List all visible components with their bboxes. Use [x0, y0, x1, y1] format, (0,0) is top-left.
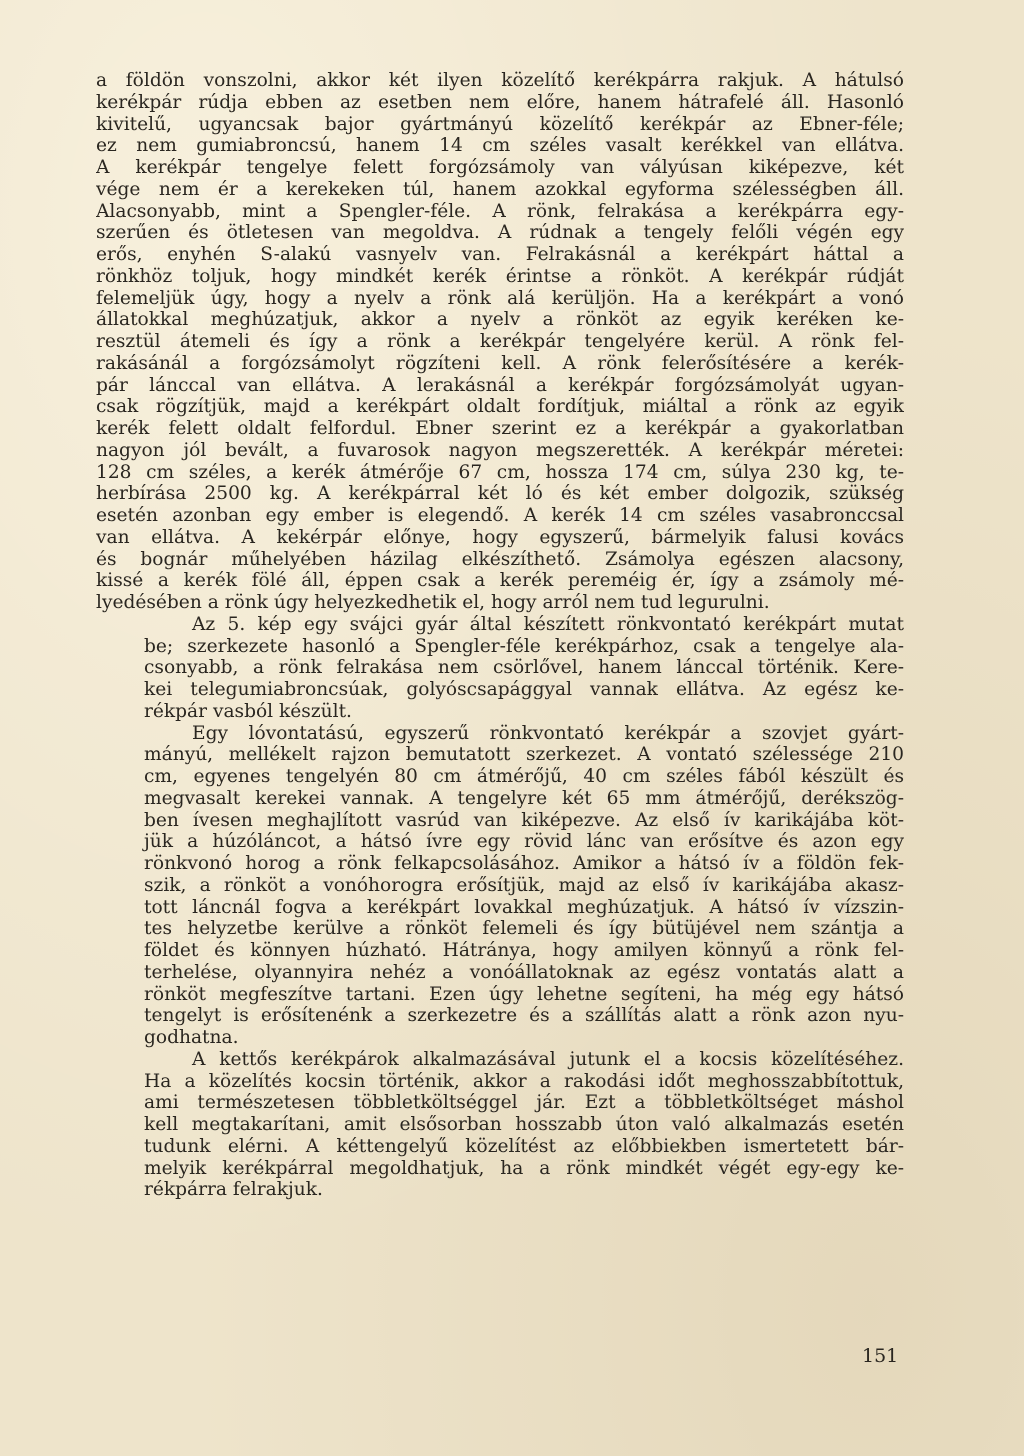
page-number: 151 — [862, 1345, 899, 1367]
paragraph — [96, 723, 904, 1049]
text-line: tudunk elérni. A kéttengelyű közelítést az előbbiekben ismertetett bár- — [144, 1135, 904, 1157]
text-line: esetén azonban egy ember is elegendő. A kerék 14 cm széles vasabronccsal — [96, 505, 904, 526]
text-line: kell megtakarítani, amit elsősorban hosszabb úton való alkalmazás esetén — [144, 1114, 904, 1135]
body-text — [96, 70, 904, 1201]
text-line: felemeljük úgy, hogy a nyelv a rönk alá kerüljön. Ha a kerékpárt a vonó — [96, 287, 904, 309]
text-line: be; szerkezete hasonló a Spengler-féle kerékpárhoz, csak a tengelye ala- — [144, 635, 904, 657]
text-line: kerék felett oldalt felfordul. Ebner szerint ez a kerékpár a gyakorlatban — [96, 418, 904, 439]
text-line: csak rögzítjük, majd a kerékpárt oldalt fordítjuk, miáltal a rönk az egyik — [96, 396, 904, 418]
text-line: nagyon jól bevált, a fuvarosok nagyon megszerették. A kerékpár méretei: — [96, 439, 904, 461]
text-line: pár lánccal van ellátva. A lerakásnál a kerékpár forgózsámolyát ugyan- — [96, 374, 904, 396]
text-line: jük a húzóláncot, a hátsó ívre egy rövid lánc van erősítve és azon egy — [144, 831, 904, 853]
text-line: godhatna. — [144, 1027, 239, 1048]
text-line: terhelése, olyannyira nehéz a vonóállatoknak az egész vontatás alatt a — [144, 961, 904, 983]
text-line: ami természetesen többletköltséggel jár. Ezt a többletköltséget máshol — [144, 1092, 904, 1114]
text-line: van ellátva. A kekérpár előnye, hogy egyszerű, bármelyik falusi kovács — [96, 526, 904, 548]
text-line: csonyabb, a rönk felrakása nem csörlővel, hanem lánccal történik. Kere- — [144, 657, 904, 679]
text-line: A kettős kerékpárok alkalmazásával jutunk el a kocsis közelítéséhez. — [192, 1048, 904, 1070]
text-line: herbírása 2500 kg. A kerékpárral két ló és két ember dolgozik, szükség — [96, 483, 904, 505]
text-line: melyik kerékpárral megoldhatjuk, ha a rönk mindkét végét egy-egy ke- — [144, 1157, 904, 1179]
text-line: resztül átemeli és így a rönk a kerékpár tengelyére kerül. A rönk fel- — [96, 331, 904, 352]
text-line: Alacsonyabb, mint a Spengler-féle. A rönk, felrakása a kerékpárra egy- — [96, 200, 904, 222]
text-line: mányú, mellékelt rajzon bemutatott szerkezet. A vontató szélessége 210 — [144, 744, 904, 766]
text-line: kerékpár rúdja ebben az esetben nem előre, hanem hátrafelé áll. Hasonló — [96, 91, 904, 113]
text-line: 128 cm széles, a kerék átmérője 67 cm, hossza 174 cm, súlya 230 kg, te- — [96, 461, 904, 483]
text-line: a földön vonszolni, akkor két ilyen közelítő kerékpárra rakjuk. A hátulsó — [96, 70, 904, 91]
text-line: rakásánál a forgózsámolyt rögzíteni kell. A rönk felerősítésére a kerék- — [96, 352, 904, 374]
text-line: rékpár vasból készült. — [144, 700, 352, 722]
text-line: A kerékpár tengelye felett forgózsámoly van vályúsan kiképezve, két — [96, 157, 904, 178]
text-line: szik, a rönköt a vonóhorogra erősítjük, majd az első ív karikájába akasz- — [144, 874, 904, 896]
text-line: rönkvonó horog a rönk felkapcsolásához. Amikor a hátsó ív a földön fek- — [144, 853, 904, 874]
text-line: rönkhöz toljuk, hogy mindkét kerék érintse a rönköt. A kerékpár rúdját — [96, 265, 904, 287]
text-line: vége nem ér a kerekeken túl, hanem azokkal egyforma szélességben áll. — [96, 178, 904, 200]
text-line: állatokkal meghúzatjuk, akkor a nyelv a rönköt az egyik keréken ke- — [96, 309, 904, 331]
paragraph — [96, 1049, 904, 1201]
text-line: szerűen és ötletesen van megoldva. A rúdnak a tengely felőli végén egy — [96, 222, 904, 244]
text-line: Egy lóvontatású, egyszerű rönkvontató kerékpár a szovjet gyárt- — [192, 722, 904, 744]
text-line: kivitelű, ugyancsak bajor gyártmányú közelítő kerékpár az Ebner-féle; — [96, 113, 904, 135]
text-line: lyedésében a rönk úgy helyezkedhetik el, hogy arról nem tud legurulni. — [96, 592, 770, 613]
paragraph — [96, 70, 904, 614]
text-line: cm, egyenes tengelyén 80 cm átmérőjű, 40 cm széles fából készült és — [144, 766, 904, 787]
text-line: tengelyt is erősítenénk a szerkezetre és a szállítás alatt a rönk azon nyu- — [144, 1005, 904, 1027]
paragraph — [96, 614, 904, 723]
text-line: rékpárra felrakjuk. — [144, 1179, 323, 1201]
text-line: földet és könnyen húzható. Hátránya, hogy amilyen könnyű a rönk fel- — [144, 940, 904, 961]
text-line: tes helyzetbe kerülve a rönköt felemeli és így bütüjével nem szántja a — [144, 918, 904, 940]
text-line: tott láncnál fogva a kerékpárt lovakkal meghúzatjuk. A hátsó ív vízszin- — [144, 896, 904, 918]
text-line: Ha a közelítés kocsin történik, akkor a rakodási időt meghosszabbítottuk, — [144, 1070, 904, 1092]
text-line: kissé a kerék fölé áll, éppen csak a kerék pereméig ér, így a zsámoly mé- — [96, 570, 904, 592]
text-line: rönköt megfeszítve tartani. Ezen úgy lehetne segíteni, ha még egy hátsó — [144, 983, 904, 1005]
text-line: kei telegumiabroncsúak, golyóscsapággyal vannak ellátva. Az egész ke- — [144, 679, 904, 700]
text-line: Az 5. kép egy svájci gyár által készített rönkvontató kerékpárt mutat — [192, 613, 904, 635]
text-line: és bognár műhelyében házilag elkészíthető. Zsámolya egészen alacsony, — [96, 548, 904, 570]
text-line: megvasalt kerekei vannak. A tengelyre két 65 mm átmérőjű, derékszög- — [144, 787, 904, 809]
text-line: ben ívesen meghajlított vasrúd van kiképezve. Az első ív karikájába köt- — [144, 809, 904, 831]
text-line: erős, enyhén S-alakú vasnyelv van. Felrakásnál a kerékpárt háttal a — [96, 244, 904, 265]
text-line: ez nem gumiabroncsú, hanem 14 cm széles vasalt kerékkel van ellátva. — [96, 135, 904, 157]
